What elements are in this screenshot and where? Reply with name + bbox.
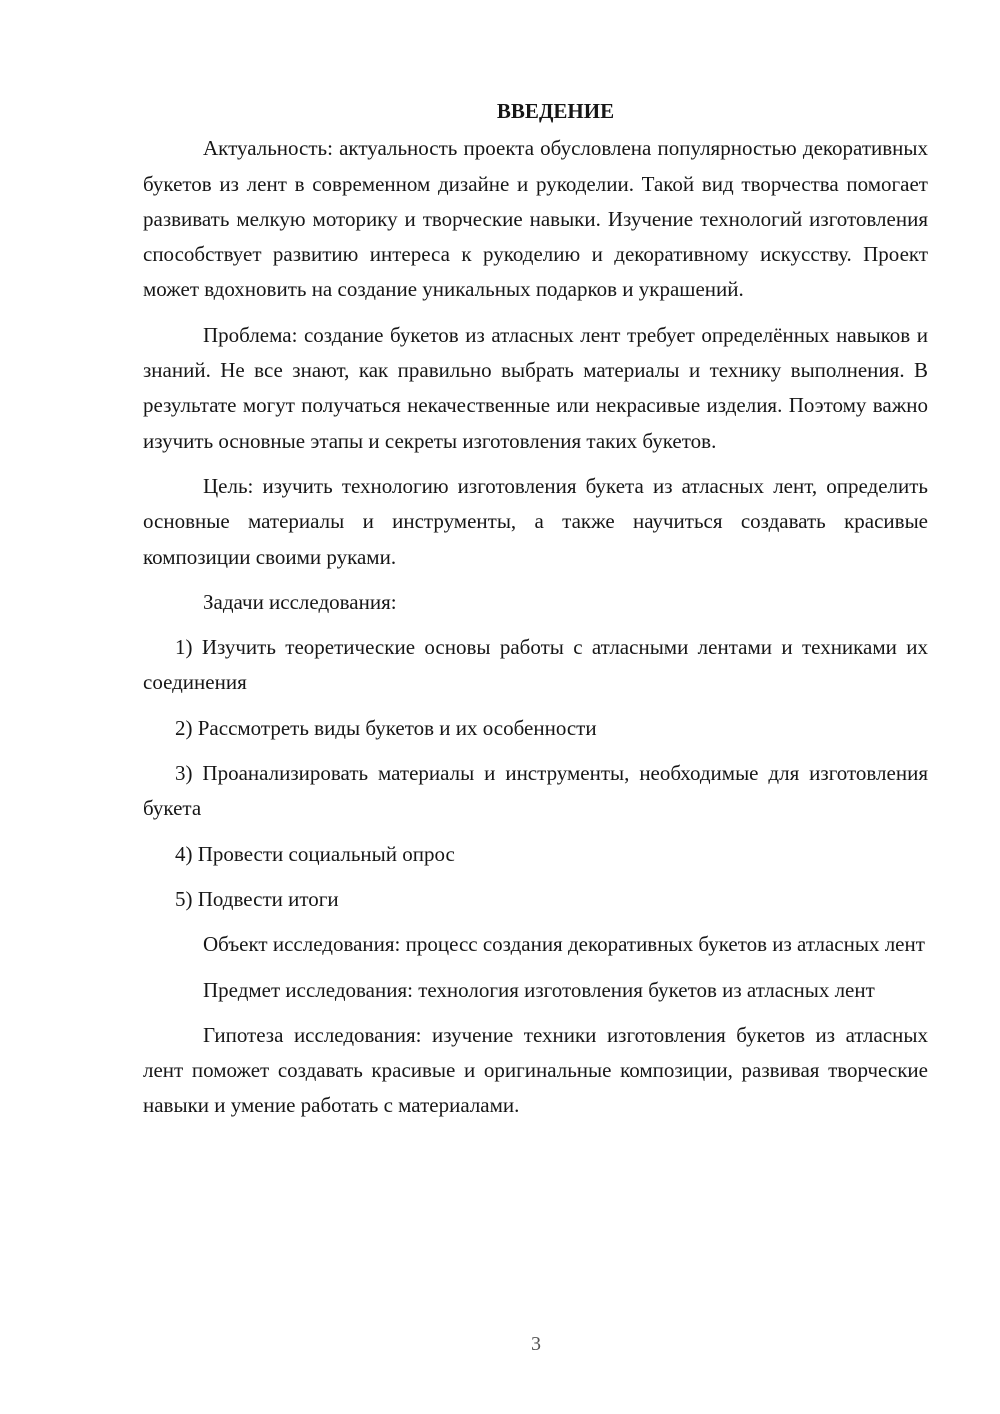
task-item-3: 3) Проанализировать материалы и инструменты, необходимые для изготовления букета [143, 761, 928, 821]
page-title: ВВЕДЕНИЕ [496, 99, 615, 123]
page-number: 3 [531, 1333, 541, 1355]
problem-paragraph: Проблема: создание букетов из атласных лент требует определённых навыков и знаний. Не все знают, как правильно выбрать материалы и технику выполнения. В результате могут получаться некачественные или некрасивые изделия. Поэтому важно изучить основные этапы и секреты изготовления таких букетов. [143, 322, 928, 453]
subject-paragraph: Предмет исследования: технология изготовления букетов из атласных лент [203, 977, 875, 1002]
task-item-2: 2) Рассмотреть виды букетов и их особенности [175, 715, 597, 740]
hypothesis-paragraph: Гипотеза исследования: изучение техники изготовления букетов из атласных лент поможет создавать красивые и оригинальные композиции, развивая творческие навыки и умение работать с материалами. [143, 1022, 928, 1118]
document-body [143, 94, 928, 1134]
task-item-1: 1) Изучить теоретические основы работы с атласными лентами и техниками их соединения [143, 635, 928, 695]
relevance-paragraph: Актуальность: актуальность проекта обусловлена популярностью декоративных букетов из лент в современном дизайне и рукоделии. Такой вид творчества помогает развивать мелкую моторику и творческие навыки. Изучение технологий изготовления способствует развитию интереса к рукоделию и декоративному искусству. Проект может вдохновить на создание уникальных подарков и украшений. [143, 136, 928, 302]
task-item-5: 5) Подвести итоги [175, 886, 339, 911]
object-paragraph: Объект исследования: процесс создания декоративных букетов из атласных лент [203, 932, 925, 957]
goal-paragraph: Цель: изучить технологию изготовления букета из атласных лент, определить основные материалы и инструменты, а также научиться создавать красивые композиции своими руками. [143, 473, 928, 569]
task-item-4: 4) Провести социальный опрос [175, 841, 455, 866]
tasks-heading: Задачи исследования: [203, 589, 397, 614]
